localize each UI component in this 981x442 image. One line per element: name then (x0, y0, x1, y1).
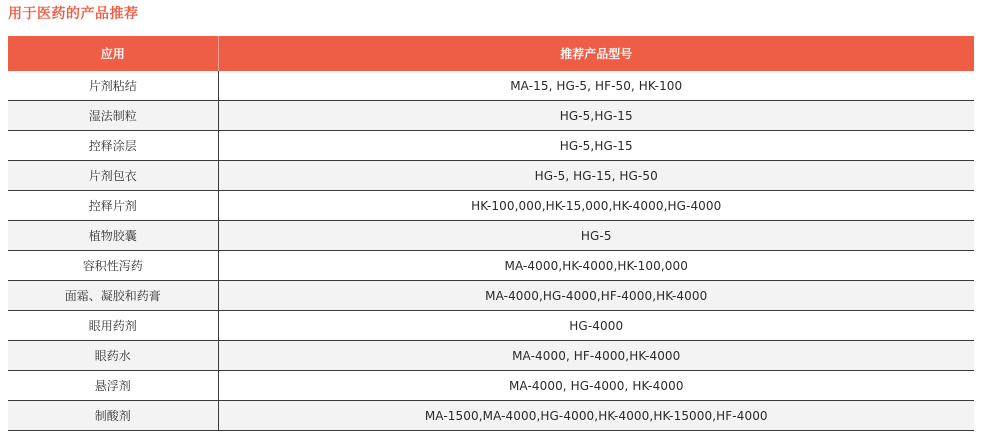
table-header-row (8, 36, 974, 71)
table-row (8, 371, 974, 401)
table-row (8, 71, 974, 101)
page-title: 用于医药的产品推荐 (8, 6, 139, 22)
cell-application: 植物胶囊 (8, 221, 218, 251)
cell-products: HG-5 (218, 221, 974, 251)
cell-products: MA-4000,HK-4000,HK-100,000 (218, 251, 974, 281)
cell-application: 面霜、凝胶和药膏 (8, 281, 218, 311)
table-row (8, 281, 974, 311)
cell-products: MA-1500,MA-4000,HG-4000,HK-4000,HK-15000,HF-4000 (218, 401, 974, 431)
cell-products: HK-100,000,HK-15,000,HK-4000,HG-4000 (218, 191, 974, 221)
cell-application: 控释片剂 (8, 191, 218, 221)
cell-products: HG-5,HG-15 (218, 101, 974, 131)
cell-application: 湿法制粒 (8, 101, 218, 131)
cell-application: 眼药水 (8, 341, 218, 371)
header-products: 推荐产品型号 (218, 36, 974, 71)
table-row (8, 221, 974, 251)
cell-products: HG-5, HG-15, HG-50 (218, 161, 974, 191)
cell-products: HG-4000 (218, 311, 974, 341)
table-row (8, 101, 974, 131)
header-application: 应用 (8, 36, 218, 71)
cell-application: 悬浮剂 (8, 371, 218, 401)
cell-products: MA-4000, HF-4000,HK-4000 (218, 341, 974, 371)
cell-products: MA-15, HG-5, HF-50, HK-100 (218, 71, 974, 101)
table-row (8, 401, 974, 431)
table-row (8, 131, 974, 161)
table-row (8, 341, 974, 371)
cell-application: 片剂包衣 (8, 161, 218, 191)
table-row (8, 161, 974, 191)
table-body (8, 71, 974, 431)
table-row (8, 191, 974, 221)
cell-products: HG-5,HG-15 (218, 131, 974, 161)
cell-application: 控释涂层 (8, 131, 218, 161)
product-recommendation-table (8, 36, 974, 431)
cell-application: 眼用药剂 (8, 311, 218, 341)
table-row (8, 311, 974, 341)
cell-application: 片剂粘结 (8, 71, 218, 101)
cell-application: 容积性泻药 (8, 251, 218, 281)
cell-application: 制酸剂 (8, 401, 218, 431)
cell-products: MA-4000,HG-4000,HF-4000,HK-4000 (218, 281, 974, 311)
table-row (8, 251, 974, 281)
cell-products: MA-4000, HG-4000, HK-4000 (218, 371, 974, 401)
